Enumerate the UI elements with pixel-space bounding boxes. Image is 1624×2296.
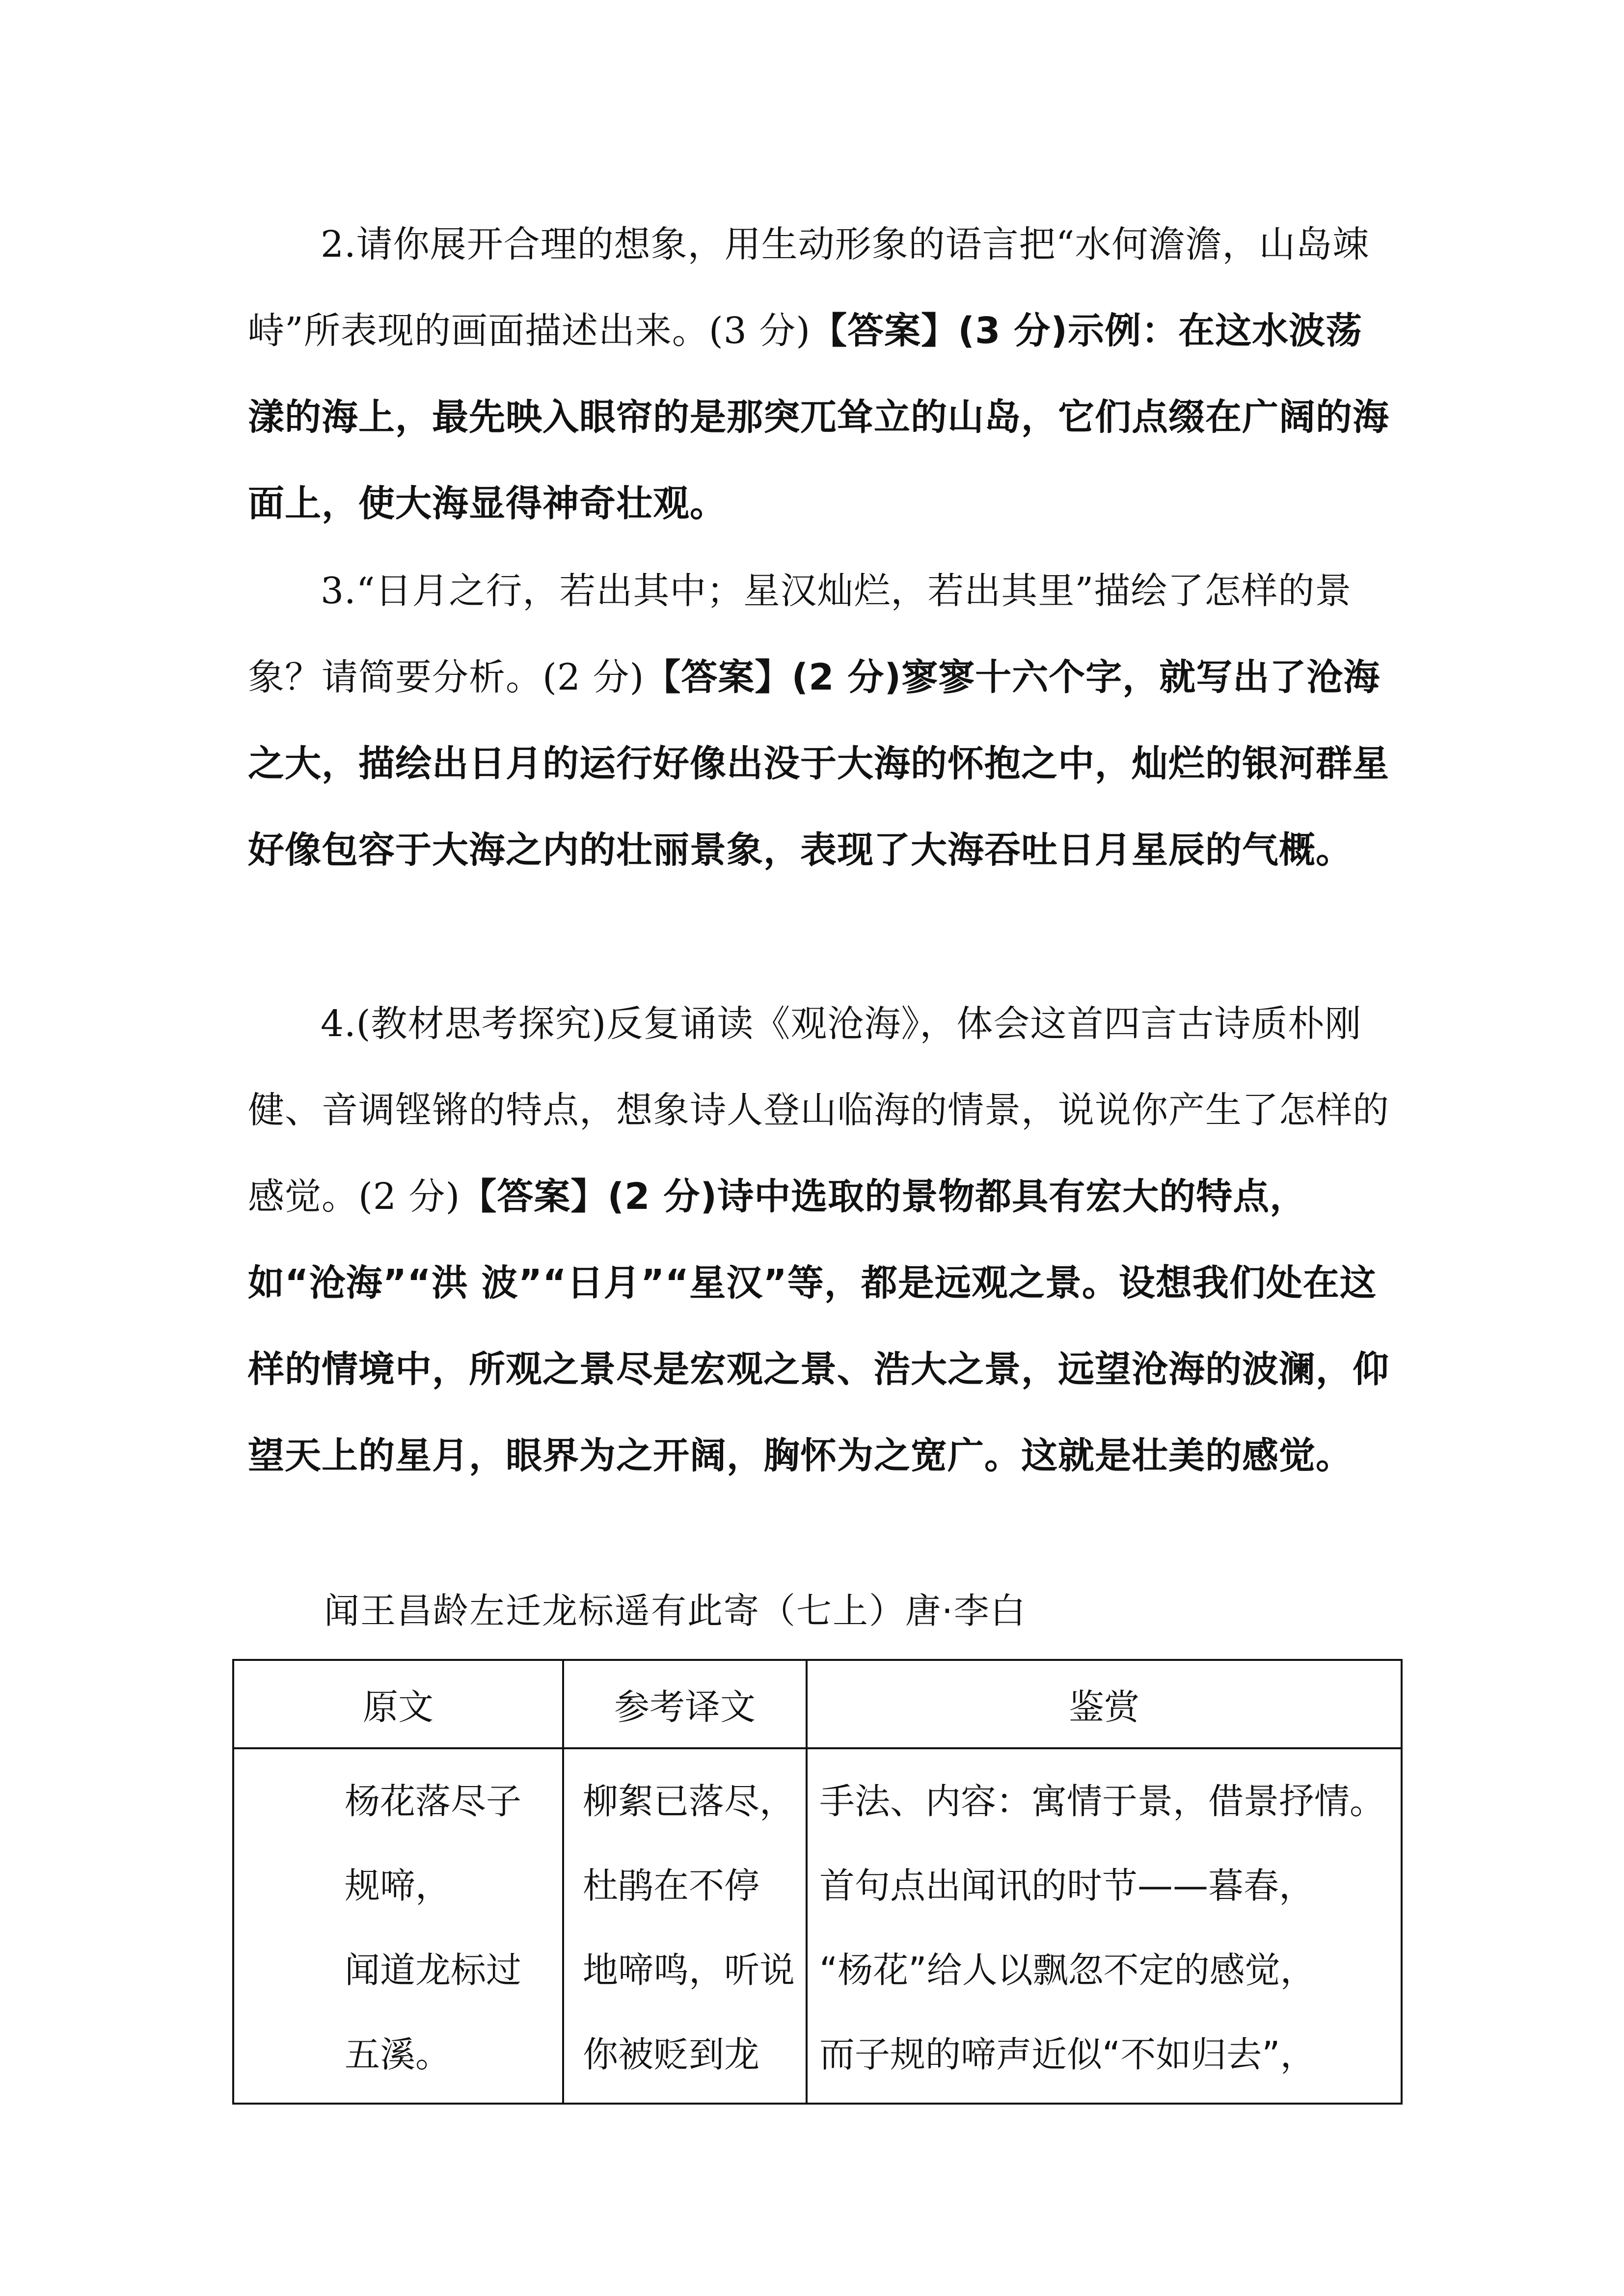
question-4-prompt: 4.(教材思考探究)反复诵读《观沧海》，体会这首四言古诗质朴刚健、音调铿锵的特点，想象诗人登山临海的情景，说说你产生了怎样的感觉。(2 分) <box>248 1003 1389 1218</box>
question-4 <box>248 981 1397 1499</box>
header-original: 原文 <box>233 1660 563 1748</box>
translation-line: 柳絮已落尽， <box>583 1781 795 1822</box>
appreciation-line: 首句点出闻讯的时节——暮春， <box>819 1865 1315 1906</box>
header-translation: 参考译文 <box>563 1660 807 1748</box>
translation-line: 杜鹃在不停 <box>583 1865 760 1906</box>
original-cell <box>233 1748 563 2104</box>
original-line: 规啼， <box>345 1865 451 1906</box>
header-appreciation: 鉴赏 <box>807 1660 1402 1748</box>
original-line: 五溪。 <box>345 2034 451 2075</box>
appreciation-line: 而子规的啼声近似“不如归去”， <box>819 2034 1316 2075</box>
appreciation-line: “杨花”给人以飘忽不定的感觉， <box>819 1949 1316 1991</box>
poem-table-row <box>233 1748 1402 2104</box>
poem-table <box>232 1659 1403 2105</box>
question-2-answer: (3 分)示例：在这水波荡漾的海上，最先映入眼帘的是那突兀耸立的山岛，它们点缀在广阔的海面上，使大海显得神奇壮观。 <box>248 310 1389 525</box>
question-2 <box>248 201 1397 547</box>
translation-line: 你被贬到龙 <box>583 2034 760 2075</box>
question-4-answer: (2 分)诗中选取的景物都具有宏大的特点，如“沧海”“洪 波”“日月”“星汉”等，都是远观之景。设想我们处在这样的情境中，所观之景尽是宏观之景、浩大之景，远望沧海的波澜，仰望天上的星月，眼界为之开阔，胸怀为之宽广。这就是壮美的感觉。 <box>248 1175 1389 1477</box>
translation-line: 地啼鸣，听说 <box>583 1949 795 1991</box>
appreciation-cell <box>807 1748 1402 2104</box>
poem-title: 闻王昌龄左迁龙标遥有此寄（七上）唐·李白 <box>324 1590 1027 1631</box>
translation-cell <box>563 1748 807 2104</box>
question-2-prompt: 2.请你展开合理的想象，用生动形象的语言把“水何澹澹，山岛竦峙”所表现的画面描述出来。(3 分) <box>248 223 1370 352</box>
question-3-prompt: 3.“日月之行，若出其中；星汉灿烂，若出其里”描绘了怎样的景象？请简要分析。(2 分) <box>248 570 1352 698</box>
question-4-answer-tag: 【答案】 <box>460 1175 608 1218</box>
poem-table-header-row <box>233 1660 1402 1748</box>
question-3 <box>248 548 1397 893</box>
question-2-answer-tag: 【答案】 <box>811 310 958 352</box>
appreciation-line: 手法、内容：寓情于景，借景抒情。 <box>819 1781 1385 1822</box>
question-3-answer-tag: 【答案】 <box>644 656 792 698</box>
question-3-answer: (2 分)寥寥十六个字，就写出了沧海之大，描绘出日月的运行好像出没于大海的怀抱之中，灿烂的银河群星好像包容于大海之内的壮丽景象，表现了大海吞吐日月星辰的气概。 <box>248 656 1389 871</box>
original-line: 杨花落尽子 <box>345 1781 522 1822</box>
original-line: 闻道龙标过 <box>345 1949 522 1991</box>
